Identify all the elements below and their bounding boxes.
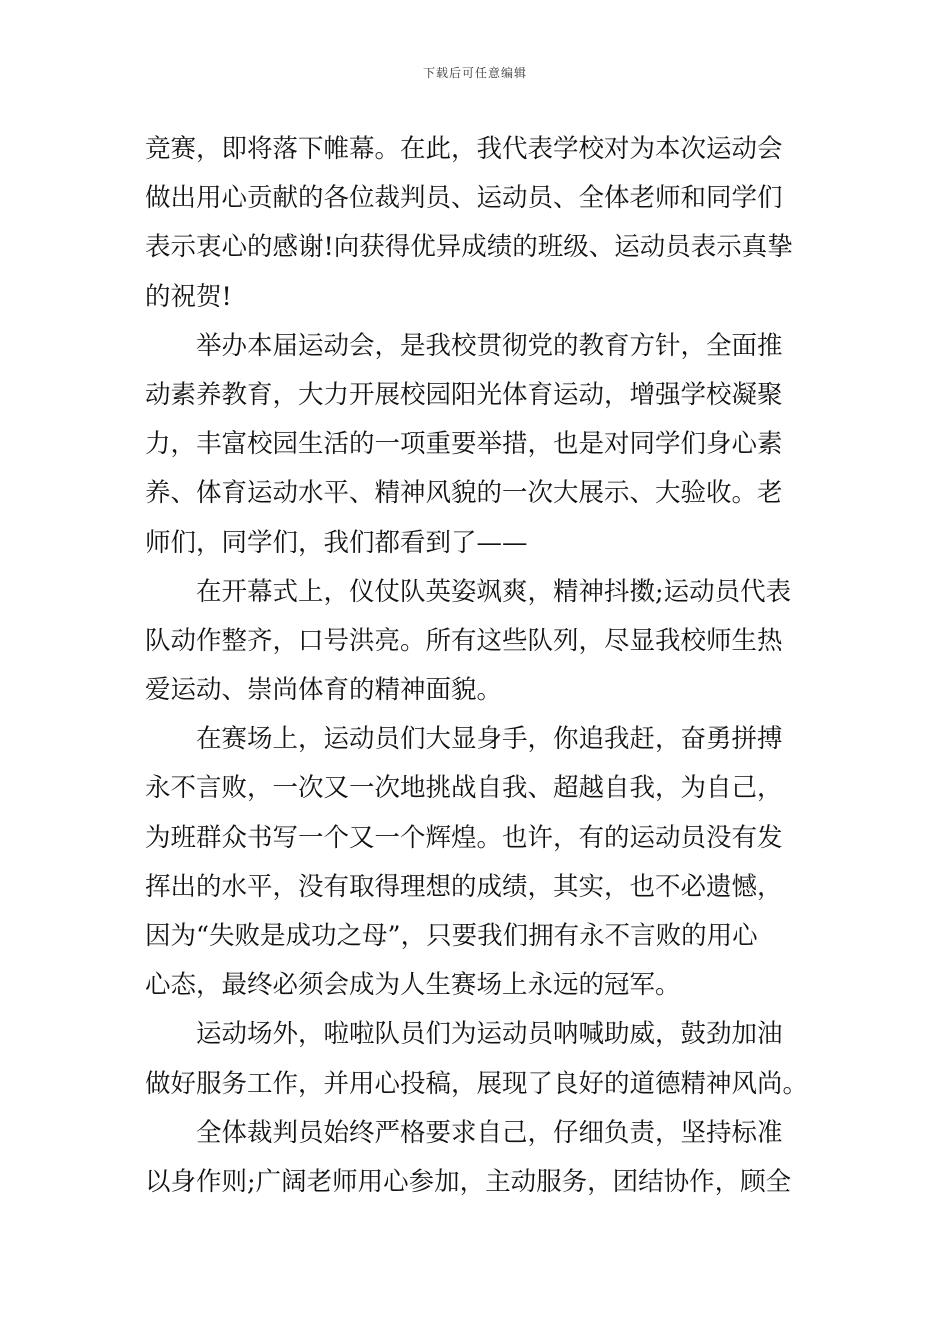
- text-line: 心态，最终必须会成为人生赛场上永远的冠军。: [145, 970, 681, 1001]
- text-line: 挥出的水平，没有取得理想的成绩，其实，也不必遗憾，: [145, 871, 783, 902]
- text-line: 在开幕式上，仪仗队英姿飒爽，精神抖擞;运动员代表: [196, 576, 792, 607]
- text-line: 竞赛，即将落下帷幕。在此，我代表学校对为本次运动会: [145, 134, 783, 164]
- text-line: 做出用心贡献的各位裁判员、运动员、全体老师和同学们: [145, 183, 783, 214]
- text-line: 力，丰富校园生活的一项重要举措，也是对同学们身心素: [145, 429, 783, 460]
- text-line: 全体裁判员始终严格要求自己，仔细负责，坚持标准: [196, 1117, 783, 1148]
- text-line: 养、体育运动水平、精神风貌的一次大展示、大验收。老: [145, 478, 783, 509]
- text-line: 在赛场上，运动员们大显身手，你追我赶，奋勇拼搏: [196, 724, 783, 755]
- text-line: 举办本届运动会，是我校贯彻党的教育方针，全面推: [196, 330, 783, 361]
- text-line: 爱运动、崇尚体育的精神面貌。: [145, 675, 503, 706]
- text-line: 永不言败，一次又一次地挑战自我、超越自我，为自己，: [145, 773, 783, 804]
- text-line: 师们，同学们，我们都看到了——: [145, 527, 528, 558]
- text-line: 为班群众书写一个又一个辉煌。也许，有的运动员没有发: [145, 822, 783, 853]
- text-line: 动素养教育，大力开展校园阳光体育运动，增强学校凝聚: [145, 379, 783, 410]
- text-line: 以身作则;广阔老师用心参加，主动服务，团结协作，顾全: [145, 1166, 792, 1197]
- page-header: 下载后可任意编辑: [422, 66, 527, 80]
- text-line: 队动作整齐，口号洪亮。所有这些队列，尽显我校师生热: [145, 625, 783, 656]
- text-line: 表示衷心的感谢!向获得优异成绩的班级、运动员表示真挚: [145, 232, 793, 263]
- document-body: [145, 125, 810, 1207]
- text-line: 因为“失败是成功之母”，只要我们拥有永不言败的用心: [145, 921, 758, 951]
- text-line: 运动场外，啦啦队员们为运动员呐喊助威，鼓劲加油: [196, 1019, 783, 1050]
- text-line: 做好服务工作，并用心投稿，展现了良好的道德精神风尚。: [145, 1068, 809, 1099]
- text-line: 的祝贺!: [145, 281, 232, 312]
